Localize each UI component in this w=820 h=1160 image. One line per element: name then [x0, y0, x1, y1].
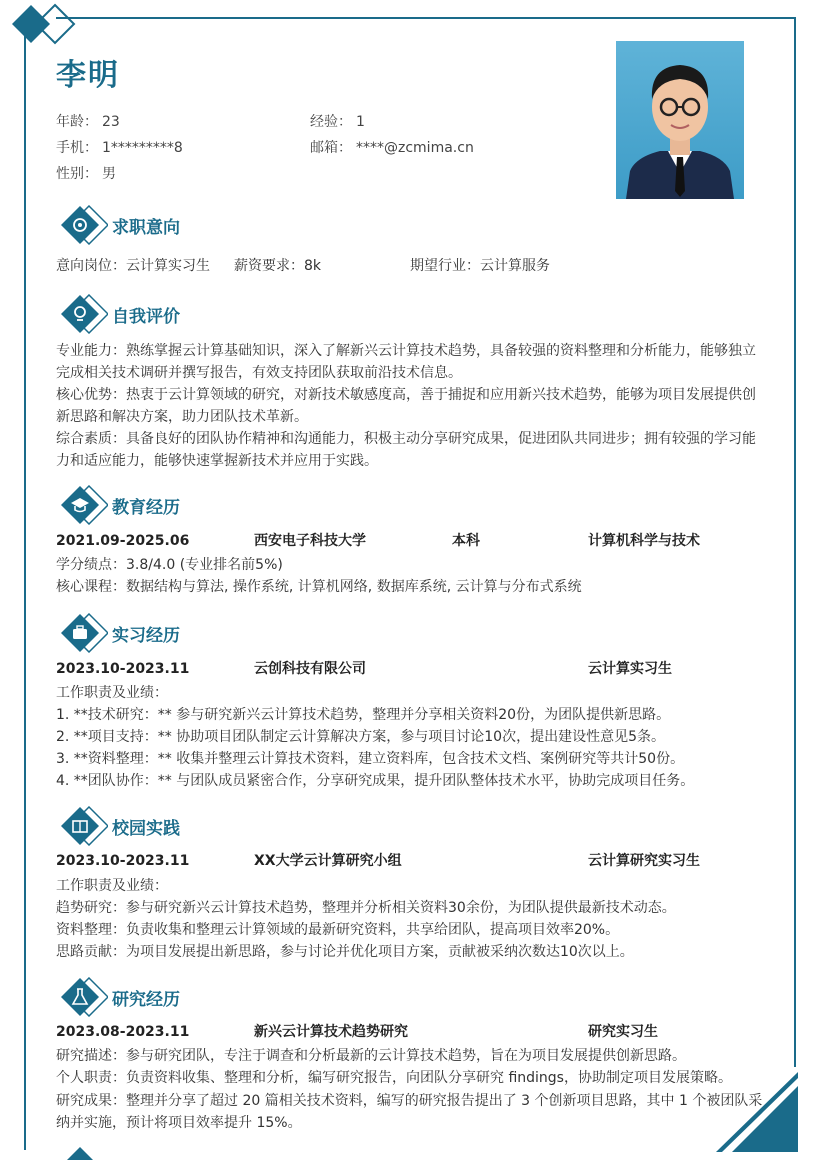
campus-role: 云计算研究实习生: [588, 853, 700, 869]
internship-item: 1. **技术研究：** 参与研究新兴云计算技术趋势，整理并分享相关资料20份，为团队提供新思路。: [56, 707, 671, 723]
school-building-icon: [58, 806, 108, 846]
next-section-icon: [58, 1146, 108, 1160]
internship-item: 4. **团队协作：** 与团队成员紧密合作，分享研究成果，提升团队整体技术水平，协助完成项目任务。: [56, 773, 695, 789]
section-education: 教育经历: [58, 485, 180, 525]
experience-field: 经验： 1: [310, 114, 365, 130]
frame-right-line: [794, 17, 796, 1067]
gender-field: 性别： 男: [56, 166, 116, 182]
flask-icon: [58, 977, 108, 1017]
age-field: 年龄： 23: [56, 114, 120, 130]
campus-period: 2023.10-2023.11: [56, 853, 190, 869]
research-role: 研究实习生: [588, 1024, 658, 1040]
education-period: 2021.09-2025.06: [56, 533, 190, 549]
research-description: 研究描述：参与研究团队，专注于调查和分析最新的云计算技术趋势，旨在为项目发展提供创新思路。: [56, 1048, 686, 1064]
intent-salary: 薪资要求：8k: [234, 258, 322, 274]
frame-left-line: [24, 30, 26, 1150]
graduation-cap-icon: [58, 485, 108, 525]
intent-position: 意向岗位：云计算实习生: [56, 258, 210, 274]
research-period: 2023.08-2023.11: [56, 1024, 190, 1040]
internship-period: 2023.10-2023.11: [56, 661, 190, 677]
self-eval-advantage: 核心优势：热衷于云计算领域的研究，对新技术敏感度高，善于捕捉和应用新兴技术趋势，能够为项目发展提供创新思路和解决方案，助力团队技术革新。: [56, 387, 756, 425]
internship-duty-title: 工作职责及业绩：: [56, 685, 168, 701]
campus-org: XX大学云计算研究小组: [254, 853, 402, 869]
education-major: 计算机科学与技术: [588, 533, 700, 549]
profile-photo: [616, 41, 744, 199]
internship-role: 云计算实习生: [588, 661, 672, 677]
education-degree: 本科: [452, 533, 480, 549]
briefcase-icon: [58, 613, 108, 653]
lightbulb-icon: [58, 294, 108, 334]
target-icon: [58, 205, 108, 245]
section-job-intent: 求职意向: [58, 205, 180, 245]
internship-company: 云创科技有限公司: [254, 661, 366, 677]
research-result: 研究成果：整理并分享了超过 20 篇相关技术资料，编写的研究报告提出了 3 个创新项目思路，其中 1 个被团队采纳并实施，预计将项目效率提升 15%。: [56, 1093, 763, 1131]
education-gpa: 学分绩点：3.8/4.0 (专业排名前5%): [56, 557, 283, 573]
section-campus: 校园实践: [58, 806, 180, 846]
campus-item: 资料整理：负责收集和整理云计算领域的最新研究资料，共享给团队，提高项目效率20%。: [56, 922, 620, 938]
campus-duty-title: 工作职责及业绩：: [56, 878, 168, 894]
research-project: 新兴云计算技术趋势研究: [254, 1024, 408, 1040]
phone-field: 手机： 1*********8: [56, 140, 183, 156]
education-courses: 核心课程：数据结构与算法, 操作系统, 计算机网络, 数据库系统, 云计算与分布式系统: [56, 579, 582, 595]
corner-diamond-decoration: [0, 0, 90, 50]
campus-item: 思路贡献：为项目发展提出新思路，参与讨论并优化项目方案，贡献被采纳次数达10次以上。: [56, 944, 634, 960]
self-eval-quality: 综合素质：具备良好的团队协作精神和沟通能力，积极主动分享研究成果，促进团队共同进步；拥有较强的学习能力和适应能力，能够快速掌握新技术并应用于实践。: [56, 431, 756, 469]
internship-item: 3. **资料整理：** 收集并整理云计算技术资料，建立资料库，包含技术文档、案例研究等共计50份。: [56, 751, 685, 767]
internship-item: 2. **项目支持：** 协助项目团队制定云计算解决方案，参与项目讨论10次，提出建设性意见5条。: [56, 729, 665, 745]
email-field: 邮箱： ****@zcmima.cn: [310, 140, 474, 156]
research-duty: 个人职责：负责资料收集、整理和分析，编写研究报告，向团队分享研究 findings，协助制定项目发展策略。: [56, 1070, 732, 1086]
section-research: 研究经历: [58, 977, 180, 1017]
campus-item: 趋势研究：参与研究新兴云计算技术趋势，整理并分析相关资料30余份，为团队提供最新技术动态。: [56, 900, 676, 916]
section-internship: 实习经历: [58, 613, 180, 653]
candidate-name: 李明: [56, 58, 120, 93]
self-eval-professional: 专业能力：熟练掌握云计算基础知识，深入了解新兴云计算技术趋势，具备较强的资料整理和分析能力，能够独立完成相关技术调研并撰写报告，有效支持团队获取前沿技术信息。: [56, 343, 756, 381]
section-self-evaluation: 自我评价: [58, 294, 180, 334]
frame-top-line: [56, 17, 796, 19]
education-school: 西安电子科技大学: [254, 533, 366, 549]
intent-industry: 期望行业：云计算服务: [410, 258, 550, 274]
